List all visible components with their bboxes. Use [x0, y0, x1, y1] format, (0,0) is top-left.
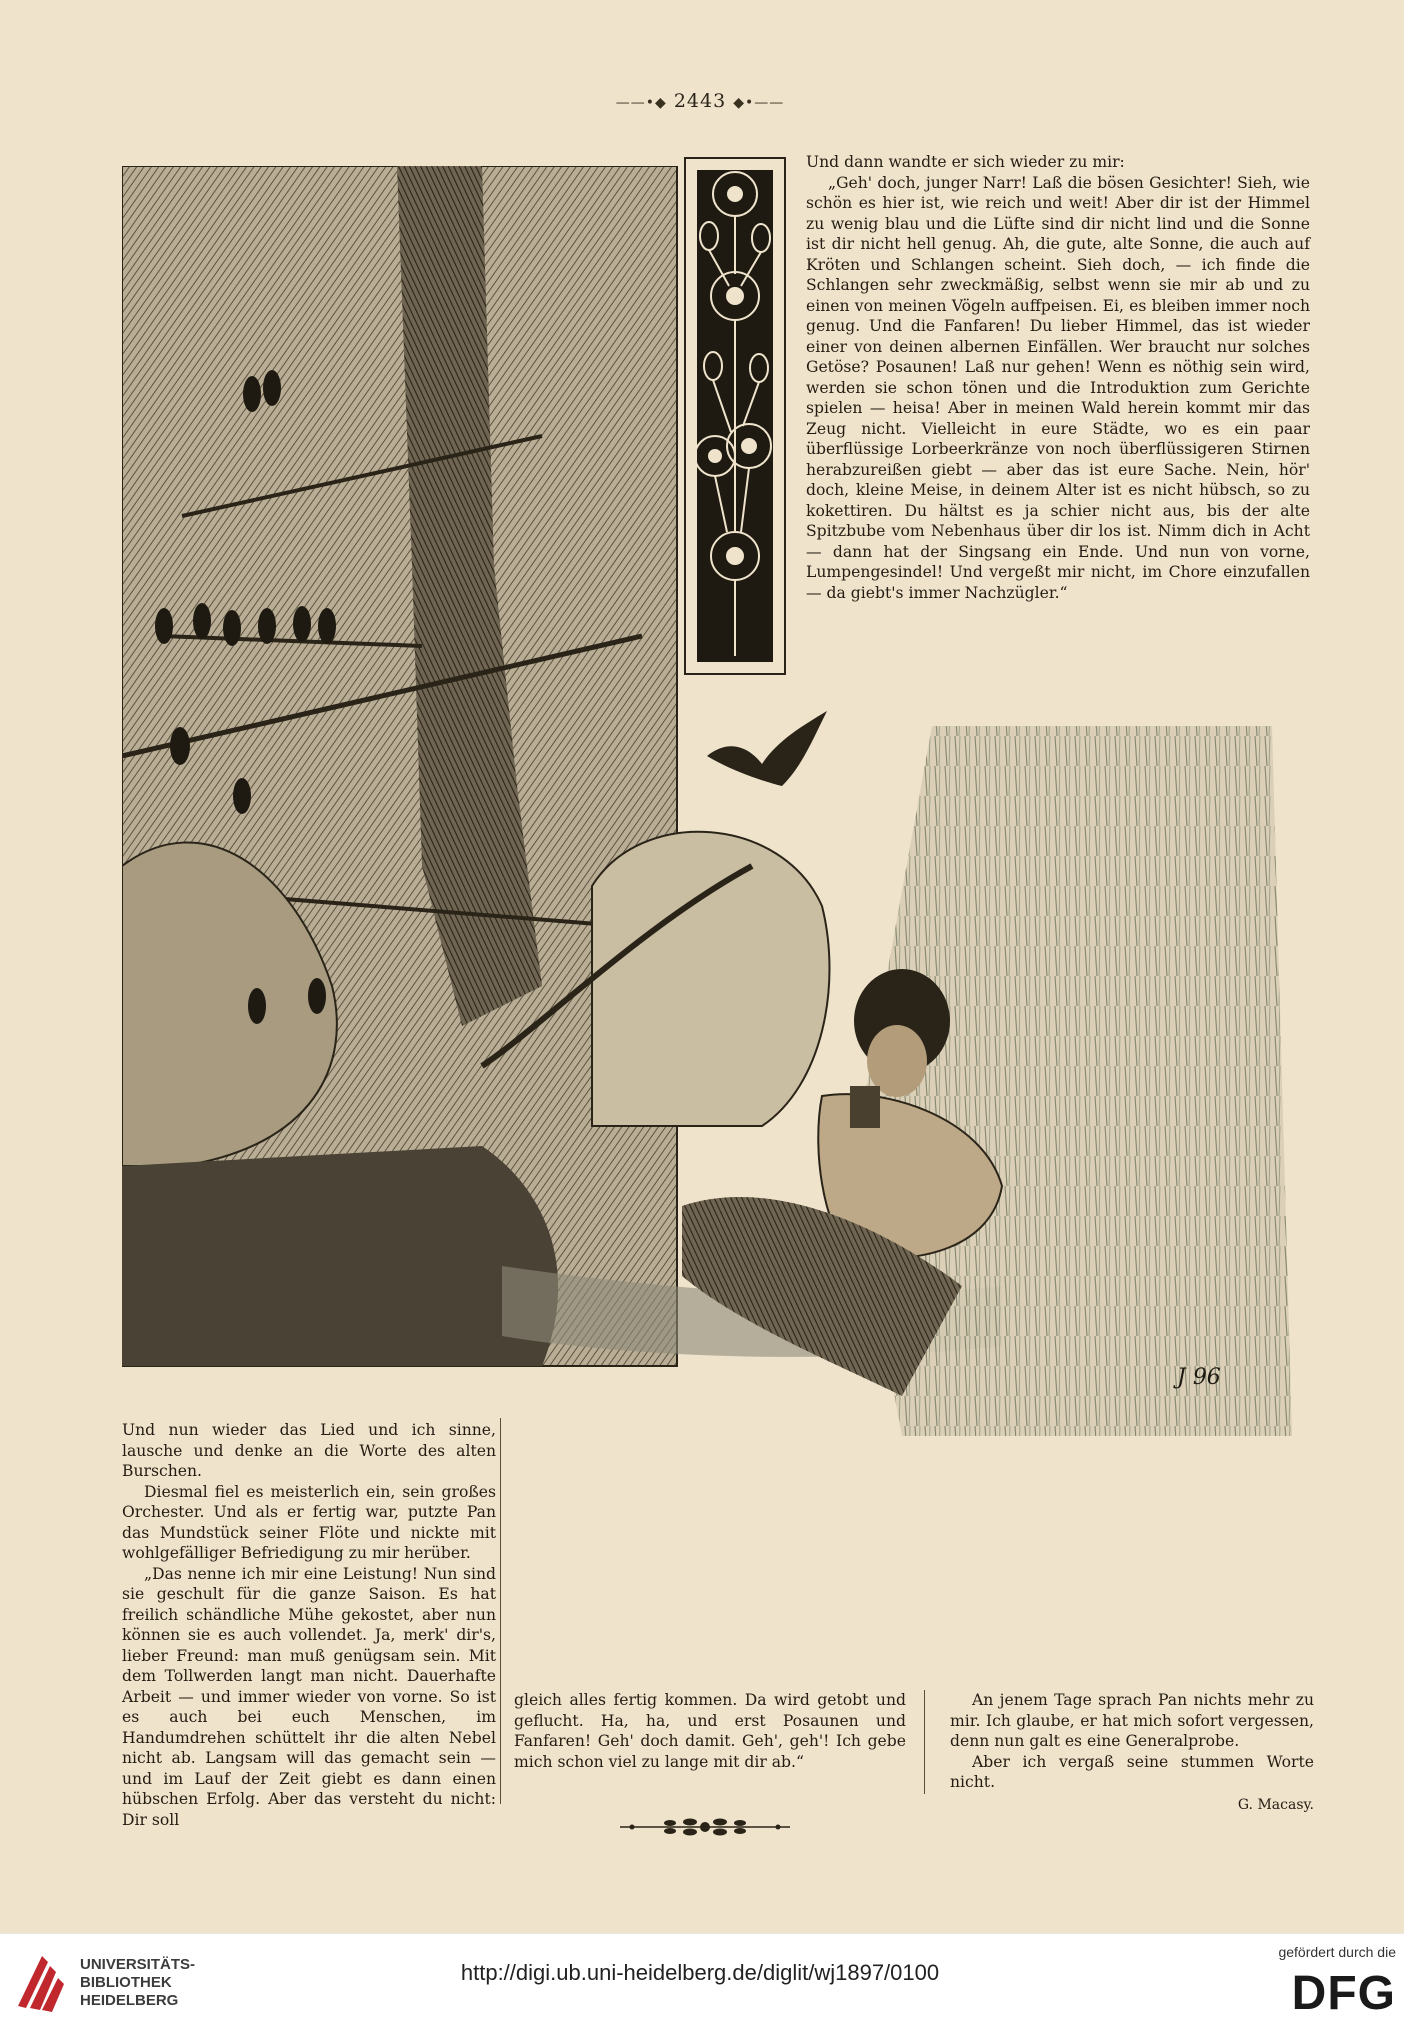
vine-ornament-drawing [620, 1815, 790, 1839]
paragraph: Aber ich vergaß seine stummen Worte nicht. [950, 1752, 1314, 1791]
bird [293, 606, 311, 642]
water-pool [122, 1146, 558, 1366]
text-column-bottom-right [950, 1690, 1314, 1815]
bird [243, 376, 261, 412]
permalink-url[interactable]: http://digi.ub.uni-heidelberg.de/diglit/wj1897/0100 [460, 1960, 940, 1985]
text-column-top-right [806, 152, 1310, 603]
library-name-line: HEIDELBERG [80, 1992, 179, 2009]
paragraph: Diesmal fiel es meisterlich ein, sein großes Orchester. Und als er fertig war, putzte Pan das Mundstück seiner Flöte und nickte mit wohlgefälliger Befriedigung zu mir herüber. [122, 1482, 496, 1562]
library-name-line: BIBLIOTHEK [80, 1974, 172, 1991]
artist-signature: J 96 [1177, 1365, 1221, 1390]
paragraph: „Das nenne ich mir eine Leistung! Nun sind sie geschult für die ganze Saison. Es hat freilich schändliche Mühe gekostet, aber nun können sie es auch vollendet. Ja, merk' dir's, lieber Freund: man muß genügsam sein. Mit dem Tollwerden langt man nicht. Dauerhafte Arbeit — und immer wieder von vorne. So ist es auch bei euch Menschen, im Handumdrehen schüttelt ihr die alten Nebel nicht ab. Langsam will das gemacht sein — und im Lauf der Zeit giebt es dann einen hübschen Erfolg. Aber das versteht du nicht: Dir soll [122, 1564, 496, 1829]
rock-center [592, 832, 830, 1126]
floral-panel-drawing [683, 156, 787, 676]
text-column-bottom-left [122, 1420, 496, 1830]
vine-ornament-icon [620, 1815, 790, 1839]
daisy-center [728, 187, 742, 201]
paragraph: „Geh' doch, junger Narr! Laß die bösen Gesichter! Sieh, wie schön es hier ist, wie reich und weit! Aber dir ist der Himmel zu wenig blau und die Lüfte sind dir nicht lind und die Sonne ist dir nicht hell genug. Ah, die gute, alte Sonne, die auch auf Kröten und Schlangen scheint. Sieh doch, — ich finde die Schlangen sehr zweckmäßig, selbst wenn sie mir ab und zu einen von meinen Vögeln auffpeisen. Ei, es bleiben immer noch genug. Und die Fanfaren! Du lieber Himmel, das ist wieder einer von deinen albernen Einfällen. Wer braucht nur solches Getöse? Posaunen! Laß nur gehen! Wenn es nöthig sein wird, werden sie schon tönen und die Introduktion zum Gerichte spielen — heisa! Aber in meinen Wald herein kommt mir das Zeug nicht. Vielleicht in eure Städte, wo es ein paar überflüssige Lorbeerkränze von noch überflüssigeren Stirnen herabzureißen giebt — aber das ist eure Sache. Nein, hör' doch, kleine Meise, in deinem Alter ist es nicht hübsch, so zu kokettiren. Du hältst es ja schier nicht aus, bis der alte Spitzbube vom Nebenhaus über dir los ist. Nimm dich in Acht — dann hat der Singsang ein Ende. Und nun von vorne, Lumpengesindel! Und vergeßt mir nicht, im Chore einzufallen — da giebt's immer Nachzügler.“ [806, 173, 1310, 602]
funding-note: gefördert durch die [1278, 1944, 1396, 1960]
flying-bird [707, 711, 827, 786]
bird [318, 608, 336, 644]
bird [170, 727, 190, 765]
daisy-center [727, 288, 743, 304]
bird [308, 978, 326, 1014]
page-number [560, 90, 840, 112]
bird [258, 608, 276, 644]
author-signature: G. Macasy. [1237, 1796, 1314, 1813]
bird [263, 370, 281, 406]
page-number-ornament-right: ◆•—— [733, 95, 785, 111]
column-divider [924, 1690, 925, 1794]
page-number-value: 2443 [673, 90, 727, 112]
daisy-center [709, 450, 721, 462]
bird [193, 603, 211, 639]
pan-flute [850, 1086, 880, 1128]
daisy-center [742, 439, 756, 453]
column-divider [500, 1418, 501, 1804]
bird [233, 778, 251, 814]
heidelberg-library-logo-icon[interactable] [12, 1950, 72, 2012]
library-name-line: UNIVERSITÄTS- [80, 1956, 196, 1973]
text-column-bottom-middle [514, 1690, 906, 1772]
page-number-ornament-left: ——•◆ [615, 95, 667, 111]
paragraph: Und nun wieder das Lied und ich sinne, lausche und denke an die Worte des alten Burschen. [122, 1421, 496, 1480]
bird [155, 608, 173, 644]
paragraph: Und dann wandte er sich wieder zu mir: [806, 153, 1125, 171]
bird [223, 610, 241, 646]
paragraph: gleich alles fertig kommen. Da wird getobt und geflucht. Ha, ha, und erst Posaunen und Fanfaren! Geh' doch damit. Geh', geh'! Ich gebe mich schon viel zu lange mit dir ab.“ [514, 1691, 906, 1771]
paragraph: An jenem Tage sprach Pan nichts mehr zu mir. Ich glaube, er hat mich sofort vergessen, denn nun galt es eine Generalprobe. [950, 1691, 1314, 1750]
library-name [80, 1956, 195, 2010]
bird [248, 988, 266, 1024]
dfg-logo[interactable]: DFG [1291, 1967, 1396, 2020]
daisy-center [727, 548, 743, 564]
floral-side-panel [683, 156, 787, 676]
